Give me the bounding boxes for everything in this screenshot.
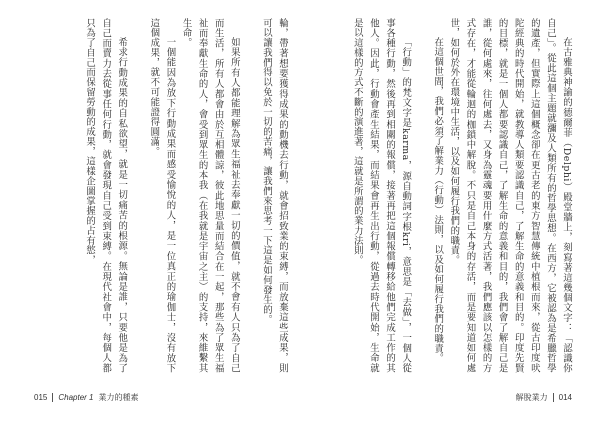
right-paragraph-3: 「行動」的梵文字是karma，源自動詞字根kri，意思是「去做」，一個人從事各種行動，然後再到相關的報償，接著再把這個報償轉移給他們完成工作的其他人。因此，行動會產生結果，而結果會再生出行動，從過去時代開始，生命就是以這樣的方式不斷的演進著，這就是所謂的業力法則。	[351, 18, 412, 373]
left-page	[34, 18, 290, 378]
right-paragraph-1: 在古雅典神諭的德爾菲（Delphi）殿堂牆上，刻寫著這幾個文字：「認識你自己」。從此這個主題就瀰及人類所有的哲學思想。在西方，它被認為是希臘哲學的遺產，但實際上這個概念卻在更古老的東方智慧傳統中植根而來，從古印度吠陀經典的時代開始，就教導人類要認識自己，了解生命的意義和目的。印度先賢的目標，就是一個人都要認識自己，了解生命的意義和目的，我們會了解自己是誰，從何處來，往何處去，又身為靈魂要用什麼方式活著，我們應該以怎樣的方式存在，才能從輪迴的枷鎖中解脫。不只是自己本身的存活，而是要知道如何處世，如何於外在環境中生活，以及如何履行我們的職責。	[448, 18, 572, 373]
book-title: 解脫業力	[515, 393, 548, 402]
footer-separator	[553, 393, 554, 402]
left-paragraph-2: 如果所有人都能理解為眾生福祉去奉獻一切的價值，就不會有人只為了自己而生活，所有人都會由於互相體諒，彼此地思量而結合在一起，那些為了眾生福祉而奉獻生命的人，會受到眾生的本我（在我就是宇宙之主）的支持，來維繫其生命。	[180, 18, 240, 373]
chapter-title: 業力的種素	[98, 393, 139, 402]
left-paragraph-4: 希求行動成果的自私欲望，就是一切痛苦的根源。無論是誰，只要他是為了自己而賣力去從事任何行動，就會發現自己受到束縛。在現代社會中，每個人都只為了自己而保留勞動的成果，這樣企圖掌握的占有慾，	[84, 18, 128, 373]
left-paragraph-1: 輪，帶著想要獲得成果的動機去行動，就會招致業的束縛，而放棄這些成果，則可以讓我們得以免於一切的苦痛，讓我們來思考一下這是如何發生的。	[260, 18, 288, 373]
footer-separator	[52, 393, 53, 402]
left-page-footer	[34, 392, 139, 403]
right-page	[318, 18, 574, 378]
chapter-label: Chapter 1	[58, 393, 94, 402]
right-page-number: 014	[558, 393, 572, 402]
left-page-text	[81, 18, 290, 373]
right-page-footer	[516, 392, 572, 403]
right-paragraph-2: 在這個世間，我們必須了解業力（行動）法則，以及如何履行我們的職責。	[432, 36, 444, 364]
left-page-number: 015	[34, 393, 48, 402]
left-paragraph-3: 一個能因為放下行動成果而感受愉悅的人，是一位真正的瑜伽士，沒有放下這個成果，就不可能證得圓滿。	[148, 18, 176, 373]
right-page-text	[349, 18, 574, 373]
